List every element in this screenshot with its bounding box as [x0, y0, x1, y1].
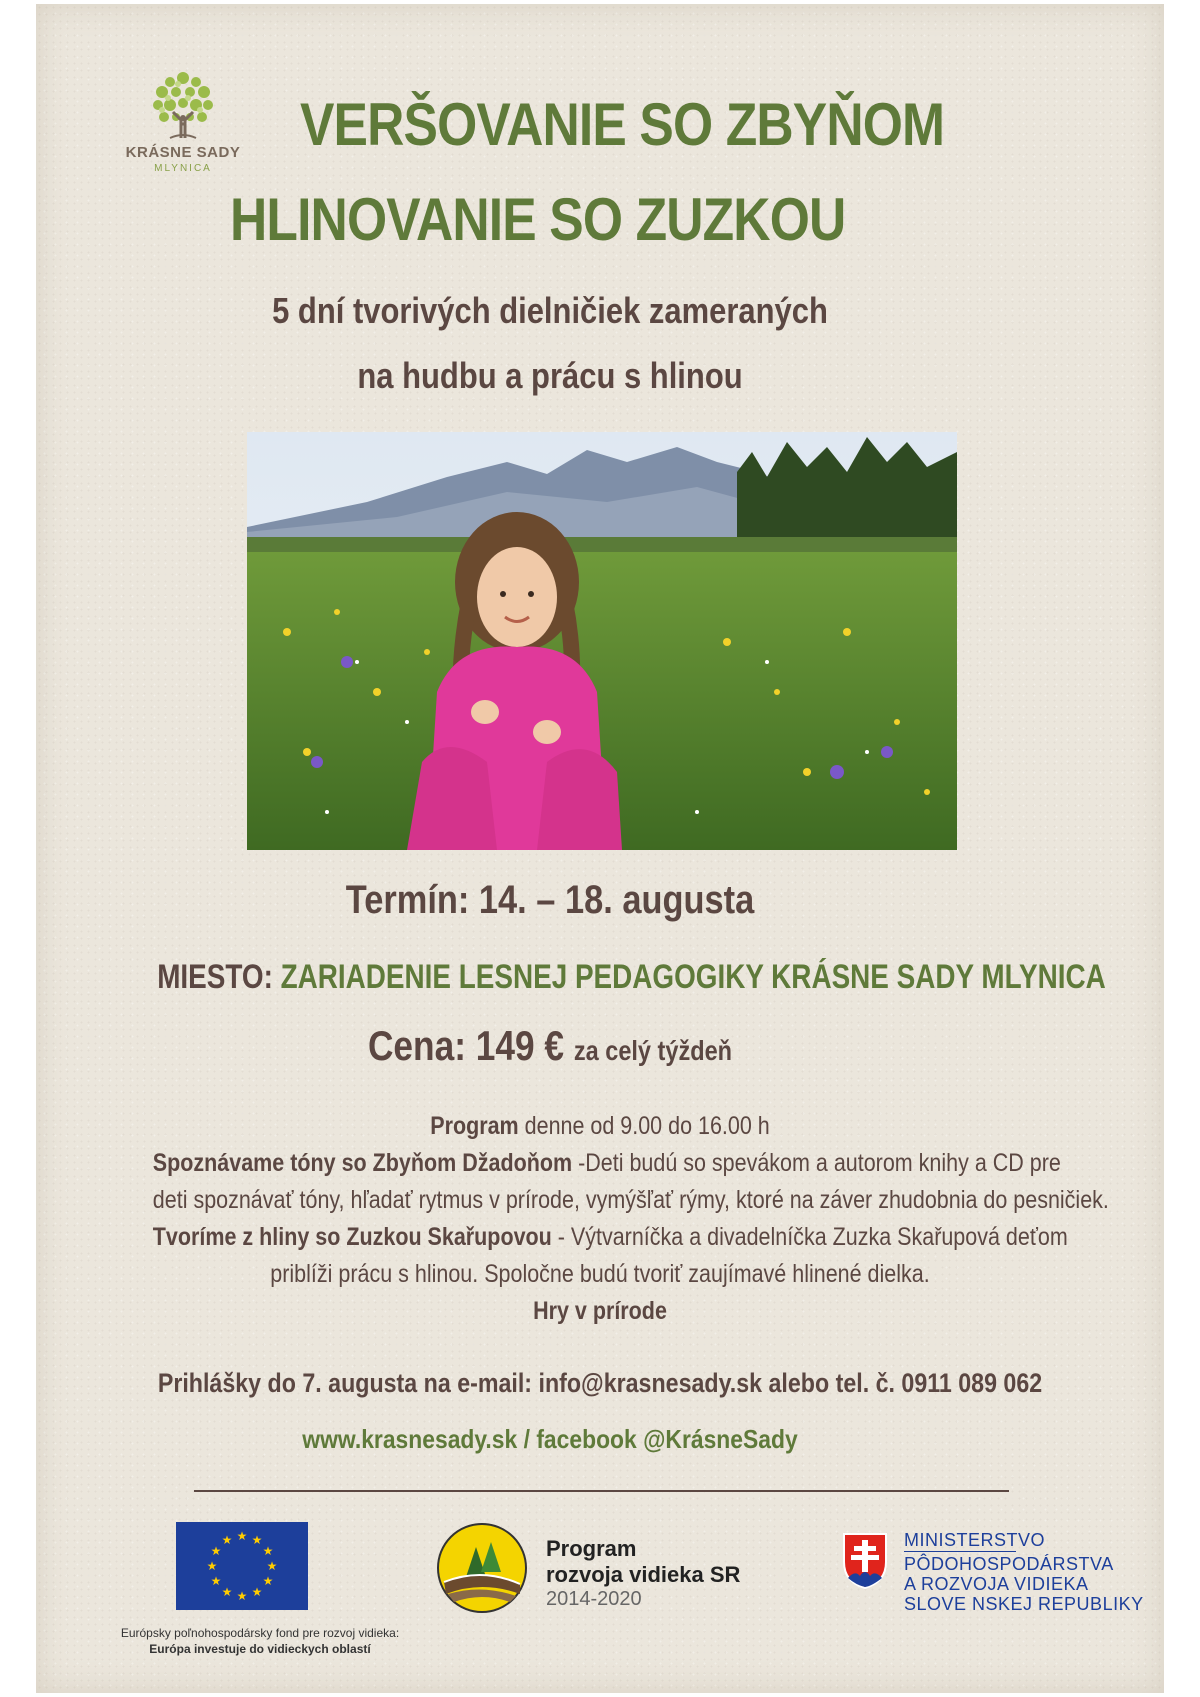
footer-divider	[194, 1490, 1009, 1492]
svg-text:★: ★	[251, 1585, 263, 1599]
svg-text:★: ★	[210, 1574, 222, 1588]
program-title-line-1: Program	[546, 1536, 637, 1561]
slovak-coat-of-arms-icon	[842, 1532, 888, 1590]
svg-text:★: ★	[221, 1533, 233, 1547]
title-line-1: VERŠOVANIE SO ZBYŇOM	[300, 91, 945, 158]
program-period: 2014-2020	[546, 1588, 642, 1610]
logo-name: KRÁSNE SADY	[125, 144, 241, 161]
svg-text:★: ★	[251, 1533, 263, 1547]
svg-text:★: ★	[236, 1529, 248, 1543]
price-main: Cena: 149 €	[367, 1022, 574, 1069]
svg-text:★: ★	[266, 1559, 278, 1573]
program-heading: Program	[430, 1112, 519, 1140]
eu-fund-text: Európsky poľnohospodársky fond pre rozvoj vidieka:	[120, 1626, 400, 1640]
registration-info: Prihlášky do 7. augusta na e-mail: info@krasnesady.sk alebo tel. č. 0911 089 062	[157, 1368, 1043, 1398]
ministry-underline	[904, 1551, 1016, 1552]
program-title-line-2: rozvoja vidieka SR	[546, 1562, 741, 1587]
logo-subtitle: MLYNICA	[154, 163, 212, 174]
title-line-2: HLINOVANIE SO ZUZKOU	[230, 186, 846, 253]
location-value: ZARIADENIE LESNEJ PEDAGOGIKY KRÁSNE SADY MLYNICA	[280, 958, 1106, 996]
workshop-2-text: - Výtvarníčka a divadelníčka Zuzka Skařupová deťom	[551, 1223, 1068, 1251]
ministry-line-4: SLOVE NSKEJ REPUBLIKY	[904, 1594, 1144, 1614]
svg-text:★: ★	[210, 1544, 222, 1558]
svg-text:★: ★	[206, 1559, 218, 1573]
event-location	[157, 958, 1106, 997]
program-rozvoja-logo-icon	[436, 1522, 528, 1614]
event-date: Termín: 14. – 18. augusta	[345, 878, 755, 922]
location-label: MIESTO:	[157, 958, 281, 996]
svg-text:★: ★	[262, 1574, 274, 1588]
subtitle-line-2: na hudbu a prácu s hlinou	[357, 355, 743, 396]
workshop-2-title: Tvoríme z hliny so Zuzkou Skařupovou	[152, 1223, 552, 1251]
svg-text:★: ★	[221, 1585, 233, 1599]
meadow-photo	[247, 432, 957, 850]
subtitle-line-1: 5 dní tvorivých dielničiek zameraných	[272, 290, 828, 331]
price-note: za celý týždeň	[573, 1035, 733, 1066]
workshop-2-text-cont: priblíži prácu s hlinou. Spoločne budú tvoriť zaujímavé hlinené dielka.	[270, 1260, 930, 1288]
workshop-1-title: Spoznávame tóny so Zbyňom Džadoňom	[152, 1149, 573, 1177]
ministry-line-2: PÔDOHOSPODÁRSTVA	[904, 1554, 1114, 1574]
eu-flag-icon	[176, 1522, 308, 1610]
ministry-line-1: MINISTERSTVO	[904, 1530, 1046, 1550]
eu-slogan: Európa investuje do vidieckych oblastí	[149, 1642, 371, 1656]
svg-text:★: ★	[236, 1589, 248, 1603]
workshop-1-text: -Deti budú so spevákom a autorom knihy a CD pre	[572, 1149, 1061, 1177]
website-link[interactable]: www.krasnesady.sk / facebook @KrásneSady	[302, 1424, 798, 1454]
ministry-line-3: A ROZVOJA VIDIEKA	[904, 1574, 1089, 1594]
program-hours: denne od 9.00 do 16.00 h	[518, 1112, 770, 1140]
workshop-1-text-cont: deti spoznávať tóny, hľadať rytmus v prírode, vymýšľať rýmy, ktoré na záver zhudobnia do pesničiek.	[152, 1186, 1109, 1214]
event-price	[214, 1022, 886, 1070]
svg-text:★: ★	[262, 1544, 274, 1558]
games-outdoors: Hry v prírode	[533, 1297, 667, 1325]
program-description	[152, 1108, 1109, 1330]
